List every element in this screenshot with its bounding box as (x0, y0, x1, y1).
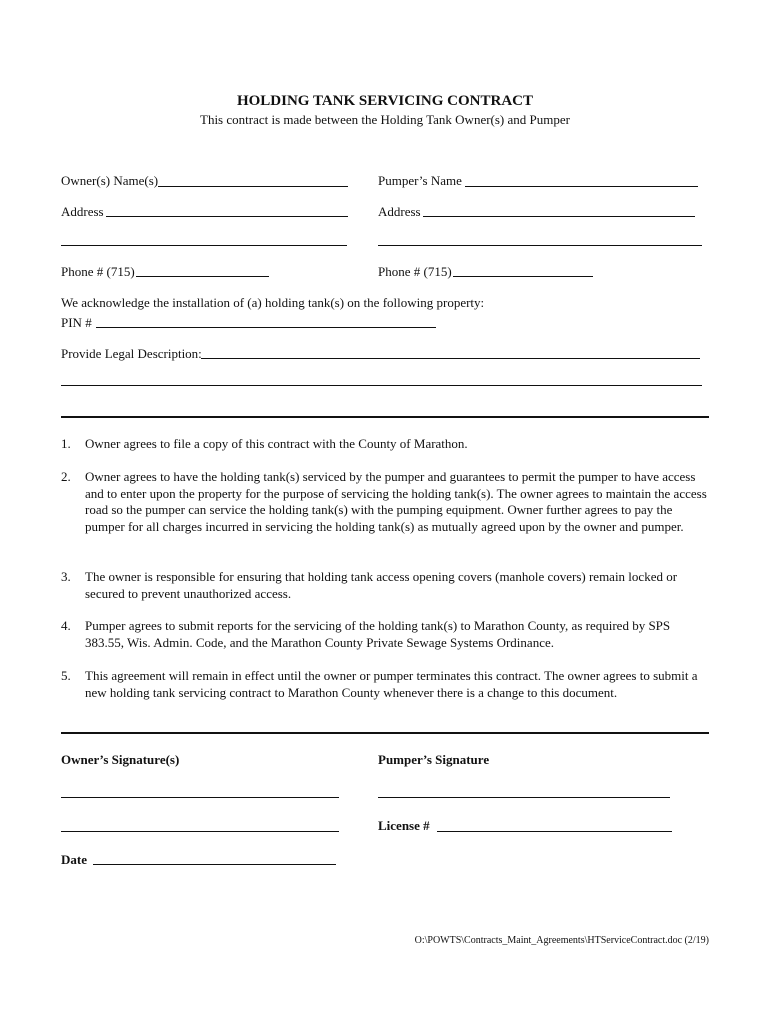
term-text: Owner agrees to file a copy of this contract with the County of Marathon. (85, 436, 468, 451)
term-text: Pumper agrees to submit reports for the servicing of the holding tank(s) to Marathon County, as required by SPS 383.55, Wis. Admin. Code, and the Marathon County Private Sewage Systems Ordinance. (85, 618, 671, 650)
pin-field[interactable] (96, 327, 436, 328)
date-label: Date (61, 852, 87, 867)
term-text: The owner is responsible for ensuring that holding tank access opening covers (manhole covers) remain locked or secured to prevent unauthorized access. (85, 569, 678, 601)
term-item-1 (61, 436, 711, 453)
term-number: 2. (61, 469, 71, 484)
pumper-address-field[interactable] (423, 216, 695, 217)
term-item-5 (61, 668, 711, 701)
term-item-4 (61, 618, 711, 651)
contract-subtitle: This contract is made between the Holding Tank Owner(s) and Pumper (200, 112, 570, 127)
pumper-name-field[interactable] (465, 186, 698, 187)
term-text: Owner agrees to have the holding tank(s) serviced by the pumper and guarantees to permit the pumper to have access and to enter upon the property for the purpose of servicing the holding tank(s). The owner agrees to maintain the access road so the pumper can service the holding tank(s) with the pumping equipment. Owner further agrees to pay the pumper for all charges incurred in servicing the holding tank(s) as mutually agreed upon by the owner and pumper. (85, 469, 707, 534)
section-divider-top (61, 416, 709, 418)
owner-address-label: Address (61, 204, 104, 219)
legal-description-line2-field[interactable] (61, 385, 702, 386)
acknowledge-text: We acknowledge the installation of (a) holding tank(s) on the following property: (61, 295, 485, 310)
license-field[interactable] (437, 831, 672, 832)
pumper-address-label: Address (378, 204, 421, 219)
term-item-3 (61, 569, 711, 602)
section-divider-bottom (61, 732, 709, 734)
pumper-signature-field[interactable] (378, 797, 670, 798)
pumper-phone-label: Phone # (715) (378, 264, 452, 279)
owner-address-field[interactable] (106, 216, 348, 217)
legal-description-label: Provide Legal Description: (61, 346, 202, 361)
owner-name-field[interactable] (158, 186, 348, 187)
term-number: 1. (61, 436, 71, 451)
owner-signature-label: Owner’s Signature(s) (61, 752, 180, 767)
legal-description-field[interactable] (201, 358, 700, 359)
contract-title: HOLDING TANK SERVICING CONTRACT (236, 93, 534, 109)
term-number: 5. (61, 668, 71, 683)
owner-name-label: Owner(s) Name(s) (61, 173, 159, 188)
owner-signature-field-2[interactable] (61, 831, 339, 832)
term-number: 4. (61, 618, 71, 633)
pumper-name-label: Pumper’s Name (378, 173, 462, 188)
owner-phone-field[interactable] (136, 276, 269, 277)
footer-file-path: O:\POWTS\Contracts_Maint_Agreements\HTServiceContract.doc (2/19) (414, 935, 709, 946)
owner-signature-field[interactable] (61, 797, 339, 798)
license-label: License # (378, 818, 430, 833)
pumper-phone-field[interactable] (453, 276, 593, 277)
term-item-2 (61, 469, 711, 535)
term-text: This agreement will remain in effect until the owner or pumper terminates this contract. The owner agrees to submit a new holding tank servicing contract to Marathon County whenever there is a change to this document. (85, 668, 698, 700)
date-field[interactable] (93, 864, 336, 865)
owner-phone-label: Phone # (715) (61, 264, 135, 279)
owner-address-line2-field[interactable] (61, 245, 347, 246)
pin-label: PIN # (61, 315, 92, 330)
term-number: 3. (61, 569, 71, 584)
pumper-address-line2-field[interactable] (378, 245, 702, 246)
pumper-signature-label: Pumper’s Signature (378, 752, 490, 767)
